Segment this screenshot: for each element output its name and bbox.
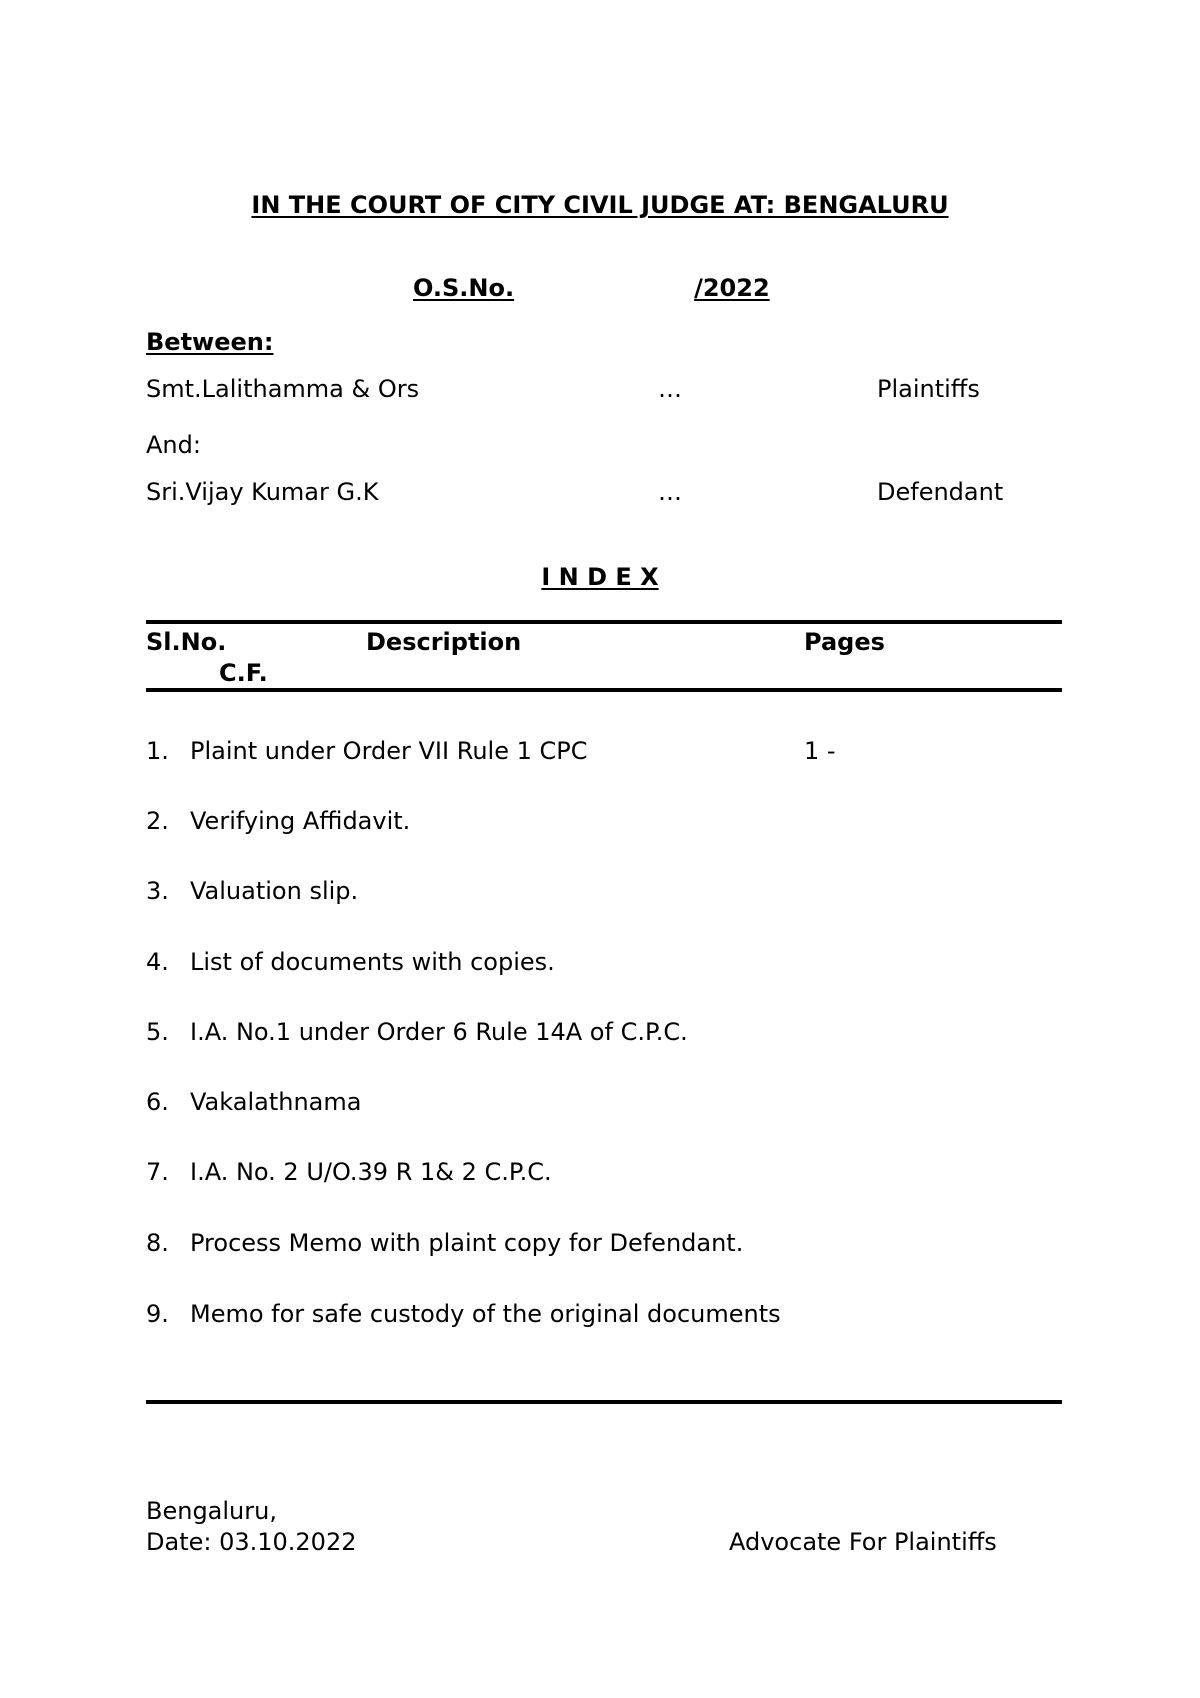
item-description: Process Memo with plaint copy for Defendant. [190, 1229, 744, 1257]
footer-date: Date: 03.10.2022 [146, 1528, 357, 1556]
item-description: Valuation slip. [190, 877, 359, 905]
item-description: Vakalathnama [190, 1088, 362, 1116]
defendant-role: Defendant [877, 478, 1004, 506]
item-number: 3. [146, 877, 169, 905]
court-title: IN THE COURT OF CITY CIVIL JUDGE AT: BENGALURU [251, 191, 949, 219]
footer-signature: Advocate For Plaintiffs [729, 1528, 997, 1556]
table-header-rule [146, 688, 1062, 692]
and-label: And: [146, 431, 201, 459]
item-number: 1. [146, 737, 169, 765]
item-number: 5. [146, 1018, 169, 1046]
plaintiff-dots: … [658, 375, 682, 403]
item-description: I.A. No.1 under Order 6 Rule 14A of C.P.C. [190, 1018, 688, 1046]
item-number: 4. [146, 948, 169, 976]
table-top-rule [146, 620, 1062, 624]
item-description: Memo for safe custody of the original documents [190, 1300, 781, 1328]
item-pages: 1 - [804, 737, 836, 765]
defendant-name: Sri.Vijay Kumar G.K [146, 478, 379, 506]
item-number: 7. [146, 1158, 169, 1186]
header-cf: C.F. [219, 659, 268, 687]
defendant-dots: … [658, 478, 682, 506]
header-pages: Pages [804, 628, 885, 656]
table-bottom-rule [146, 1400, 1062, 1404]
item-description: Verifying Affidavit. [190, 807, 411, 835]
item-description: Plaint under Order VII Rule 1 CPC [190, 737, 588, 765]
item-number: 9. [146, 1300, 169, 1328]
footer-place: Bengaluru, [146, 1497, 277, 1525]
header-description: Description [366, 628, 522, 656]
item-number: 6. [146, 1088, 169, 1116]
case-number [413, 274, 770, 302]
plaintiff-name: Smt.Lalithamma & Ors [146, 375, 420, 403]
item-description: I.A. No. 2 U/O.39 R 1& 2 C.P.C. [190, 1158, 552, 1186]
item-number: 8. [146, 1229, 169, 1257]
header-sl-no: Sl.No. [146, 628, 227, 656]
plaintiff-role: Plaintiffs [877, 375, 980, 403]
case-number-suffix: /2022 [694, 274, 770, 302]
index-title: I N D E X [541, 563, 659, 591]
between-label: Between: [146, 328, 274, 356]
case-number-prefix: O.S.No. [413, 274, 515, 302]
item-number: 2. [146, 807, 169, 835]
item-description: List of documents with copies. [190, 948, 555, 976]
